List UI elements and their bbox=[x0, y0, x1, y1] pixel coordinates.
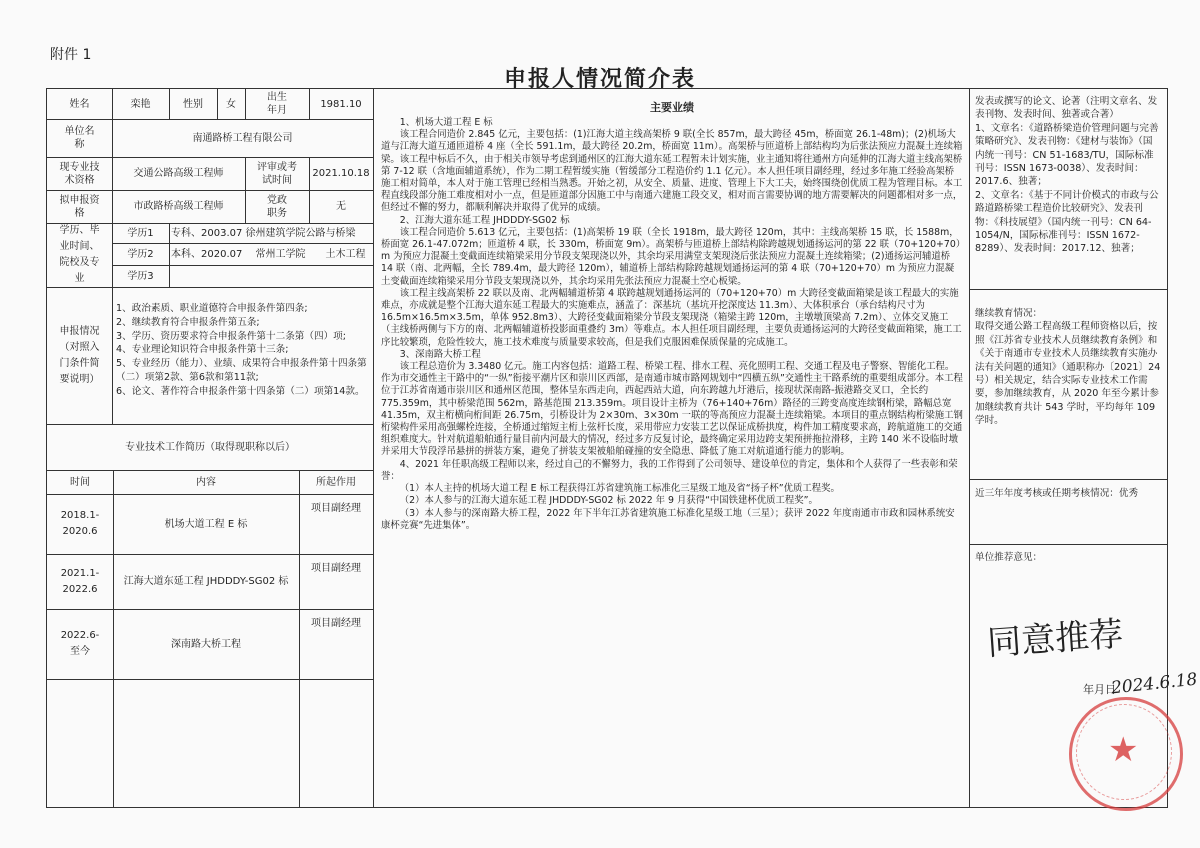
page-title: 申报人情况简介表 bbox=[503, 67, 696, 92]
gender-value: 女 bbox=[226, 98, 236, 110]
work-history-time: 2022.6-至今 bbox=[60, 630, 100, 657]
education-row-label: 学历1 bbox=[127, 227, 154, 239]
achievement-paragraph: 4、2021 年任职高级工程师以来，经过自己的不懈努力，我的工作得到了公司领导、建设单位的肯定，集体和个人获得了一些表彰和荣誉： bbox=[381, 458, 958, 482]
requirement-item: 4、专业理论知识符合申报条件第十三条; bbox=[116, 344, 289, 356]
education-row-label: 学历2 bbox=[127, 248, 154, 260]
form-table bbox=[46, 88, 1199, 808]
achievement-paragraph: 该工程合同造价 2.845 亿元，主要包括：(1)江海大道主线高架桥 9 联(全长 857m，最大跨径 45m，桥面宽 26.1-48m)；(2)机场大道与江海大道互通匝道桥 4 座（全长 591.1m，最大跨径 20.2m，桥面宽 11m）。高架桥与匝道桥上部结构均为后张法预应力混凝土连续箱梁。该工程中标后不久，由于相关市领导考虑到通州区的江海大道东延工程暂未计划实施，业主通知将往通州方向延伸的江海大道主线高架桥第 7-12 联（含地面辅道系统），作为二期工程暂缓实施（暂缓部分工程造价约 1.1 亿元）。本人担任项目副经理，经过多年施工经验高架桥施工相对简单，本人对于施工管理已经相当熟悉。开始之初，从安全、质量、进度、管理上下大工夫，始终围绕创优质工程为管理目标。本工程直线段部分施工难度相对小一点，但是匝道部分因施工中与南通六建施工段交叉，相对而言需要协调的地方需要解决的问题都相对多一点，但经过不懈的努力，都顺利解决并取得了优异的成绩。 bbox=[381, 129, 963, 214]
work-history-title: 专业技术工作简历（取得现职称以后） bbox=[125, 441, 295, 453]
achievement-paragraph: （2）本人参与的江海大道东延工程 JHDDDY-SG02 标 2022 年 9 月获得“中国铁建杯优质工程奖”。 bbox=[399, 495, 818, 507]
birth-label: 出生年月 bbox=[267, 92, 287, 116]
paper-item: 1、文章名：《道路桥梁造价管理问题与完善策略研究》、发表刊物：《建材与装饰》（国内统一刊号：CN 51-1683/TU，国际标准刊号：ISSN 1673-0038）、发表时间：2017.6、独著； bbox=[975, 122, 1159, 188]
achievement-paragraph: 该工程合同造价 5.613 亿元，主要包括：(1)高架桥 19 联（全长 1918m，最大跨径 120m，其中：主线高架桥 15 联，长 1588m，桥面宽 26.1-47.072m；匝道桥 4 联，长 330m，桥面宽 9m）。高架桥与匝道桥上部结构除跨越规划通扬运河的第 22 联（70+120+70）m 为预应力混凝土变截面连续箱梁采用分节段支架现浇以外，其余均采用满堂支架现浇后张法预应力混凝土连续箱梁；(2)通扬运河辅道桥 14 联（南、北两幅，全长 789.4m，最大跨径 120m），辅道桥上部结构除跨越规划通扬运河的第 4 联（70+120+70）m 为预应力混凝土变截面连续箱梁采用分节段支架现浇以外，其余均采用先张法预应力混凝土空心板梁。 bbox=[381, 226, 961, 287]
achievement-paragraph: 该工程总造价为 3.3480 亿元。施工内容包括：道路工程、桥梁工程、排水工程、亮化照明工程、交通工程及电子警察、智能化工程。作为市交通性主干路中的“一纵”衔接平潮片区和崇川区西部，是南通市城市路网规划中“四横五纵”交通性主干路系统的重要组成部分。本工程位于江苏省南通市崇川区和通州区范围，整体呈东西走向，西起西站大道，向东跨越九圩港后，接现状深南路-振港路交叉口，全长约 775.359m，其中桥梁范围 562m，路基范围 213.359m。项目设计主桥为（76+140+76m）路径的三跨变高度连续钢桁梁，路幅总宽 41.35m，双主桁横向桁间距 26.75m，引桥设计为 2×30m、3×30m 一联的等高预应力混凝土连续箱梁。本项目的重点钢结构桁梁施工钢桁梁构件采用高强螺栓连接，全桥通过缩短主桁上弦杆长度，采用带应力安装工艺以保证成桥拱度，构件加工精度要求高，跨航道施工的交通组织难度大。针对航道船舶通行量目前内河最大的情况，经过多方反复讨论，最终确定采用边跨支架预拼拖拉滑移，主跨 140 米不设临时墩并采用大节段浮吊悬拼的拼装方案，避免了拼装支架被船舶碰撞的安全隐患、降低了施工对航道通行能力的影响。 bbox=[381, 361, 963, 458]
achievement-paragraph: （1）本人主持的机场大道工程 E 标工程获得江苏省建筑施工标准化三星级工地及省“扬子杯”优质工程奖。 bbox=[399, 483, 840, 495]
party-post-value: 无 bbox=[336, 201, 346, 212]
review-time-label: 评审或考试时间 bbox=[257, 161, 297, 186]
requirements-list bbox=[112, 298, 373, 419]
continuing-education-section bbox=[969, 303, 1167, 479]
achievements-title: 主要业绩 bbox=[650, 101, 694, 114]
continuing-education-text: 取得交通公路工程高级工程师资格以后，按照《江苏省专业技术人员继续教育条例》和《关于南通市专业技术人员继续教育实施办法有关问题的通知》（通职称办〔2021〕24 号）相关规定，结合实际专业技术工作需要，参加继续教育，从 2020 年至今累计参加继续教育共计 543 学时，平均每年 109 学时。 bbox=[975, 321, 1161, 427]
continuing-education-title: 继续教育情况： bbox=[975, 308, 1043, 319]
review-time-value: 2021.10.18 bbox=[312, 168, 370, 179]
achievement-heading: 2、江海大道东延工程 JHDDDY-SG02 标 bbox=[399, 214, 570, 226]
requirement-item: 1、政治素质、职业道德符合申报条件第四条; bbox=[116, 303, 308, 314]
papers-title: 发表或撰写的论文、论著（注明文章名、发表刊物、发表时间、独著或合著） bbox=[975, 96, 1158, 121]
achievements-section bbox=[373, 89, 969, 807]
work-history-content: 江海大道东延工程 JHDDDY-SG02 标 bbox=[123, 576, 289, 587]
requirement-item: 2、继续教育符合申报条件第五条; bbox=[116, 316, 260, 328]
party-post-label: 党政职务 bbox=[267, 194, 287, 219]
handwritten-signature: 同意推荐 bbox=[986, 614, 1125, 664]
work-history-header: 时间 bbox=[70, 476, 90, 488]
paper-item: 2、文章名：《基于不同计价模式的市政与公路道路桥梁工程造价比较研究》、发表刊物：《科技展望》（国内统一刊号：CN 64-1054/N，国际标准刊号：ISSN 1672-8289）、发表时间：2017.12、独著； bbox=[975, 189, 1159, 255]
work-history-content: 深南路大桥工程 bbox=[171, 638, 241, 650]
requirement-item: 5、专业经历（能力）、业绩、成果符合申报条件第十四条第（二）项第2款、第6款和第11款; bbox=[116, 358, 367, 383]
work-history-time: 2021.1-2022.6 bbox=[60, 567, 100, 595]
requirement-item: 6、论文、著作符合申报条件第十四条第（二）项第14款。 bbox=[116, 385, 365, 397]
name-label: 姓名 bbox=[69, 98, 90, 110]
papers-section bbox=[969, 91, 1167, 289]
current-qual-value: 交通公路高级工程师 bbox=[133, 168, 224, 179]
date-label: 年月日 bbox=[1083, 683, 1116, 696]
current-qual-label: 现专业技术资格 bbox=[59, 161, 100, 186]
work-history-role: 项目副经理 bbox=[311, 563, 361, 574]
proposed-qual-label: 拟申报资格 bbox=[59, 194, 100, 219]
handwritten-date: 2024.6.18 bbox=[1110, 669, 1199, 699]
recommendation-title: 单位推荐意见： bbox=[975, 552, 1043, 563]
name-value: 栾艳 bbox=[130, 98, 151, 110]
unit-label: 单位名称 bbox=[64, 126, 95, 150]
gender-label: 性别 bbox=[183, 98, 203, 110]
education-row-label: 学历3 bbox=[127, 270, 154, 282]
work-history-content: 机场大道工程 E 标 bbox=[164, 518, 248, 530]
work-history-role: 项目副经理 bbox=[311, 618, 361, 629]
requirement-item: 3、学历、资历要求符合申报条件第十二条第（四）项; bbox=[116, 330, 346, 342]
work-history-role: 项目副经理 bbox=[311, 503, 361, 514]
attachment-label: 附件 1 bbox=[50, 47, 92, 63]
assessment-text: 近三年年度考核或任期考核情况：优秀 bbox=[975, 488, 1139, 499]
education-row-value: 专科、2003.07 徐州建筑学院公路与桥梁 bbox=[171, 227, 356, 239]
achievement-heading: 3、深南路大桥工程 bbox=[399, 348, 481, 360]
achievement-heading: 1、机场大道工程 E 标 bbox=[399, 117, 493, 128]
education-row-value bbox=[169, 265, 373, 287]
achievement-paragraph: （3）本人参与的深南路大桥工程，2022 年下半年江苏省建筑施工标准化星级工地（三星）；获评 2022 年度南通市市政和园林系统安康杯竞赛“先进集体”。 bbox=[381, 507, 955, 531]
work-history-header: 所起作用 bbox=[316, 476, 356, 488]
work-history-header: 内容 bbox=[196, 476, 216, 488]
achievement-paragraph: 该工程主线高架桥 22 联以及南、北两幅辅道桥第 4 联跨越规划通扬运河的（70+120+70）m 大跨径变截面箱梁是该工程最大的实施难点，亦成就是整个江海大道东延工程最大的实施难点，涵盖了：深基坑（基坑开挖深度达 11.3m）、大体积承台（承台结构尺寸为 16.5m×16.5m×3.5m，单体 952.8m3）、大跨径变截面箱梁分节段支架现浇（箱梁主跨 120m，主墩墩顶梁高 7.2m）、立体交叉施工（主线桥两侧与下方的南、北两幅辅道桥投影面重叠约 3m）等难点。本人担任项目副经理，主要负责通扬运河的大跨径变截面箱梁，施工工序比较繁琐，危险性较大，施工技术难度与质量要求较高，但是我们克服困难保质保量的完成施工。 bbox=[381, 287, 962, 348]
requirements-label: 申报情况（对照入门条件简要说明） bbox=[59, 325, 100, 385]
education-row-value: 本科、2020.07 常州工学院 土木工程 bbox=[171, 248, 366, 260]
unit-value: 南通路桥工程有限公司 bbox=[192, 132, 293, 144]
work-history-time: 2018.1-2020.6 bbox=[60, 510, 100, 537]
birth-value: 1981.10 bbox=[320, 98, 362, 110]
proposed-qual-value: 市政路桥高级工程师 bbox=[133, 201, 224, 212]
education-label: 学历、毕业时间、院校及专业 bbox=[59, 225, 100, 284]
company-seal: ★ bbox=[1069, 697, 1183, 811]
